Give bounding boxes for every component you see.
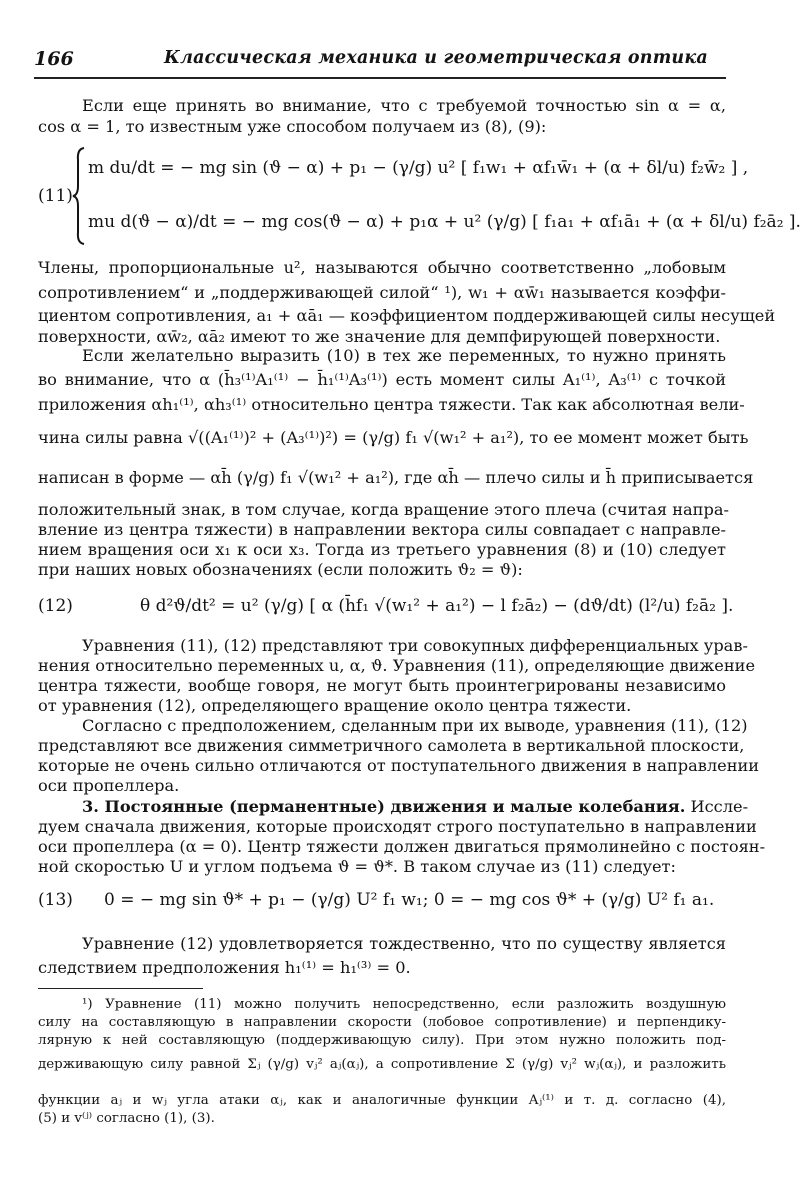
text-line: чина силы равна √((A₁⁽¹⁾)² + (A₃⁽¹⁾)²) = (γ/g) f₁ √(w₁² + a₁²), то ее момент может быть xyxy=(38,428,749,447)
equation-12: θ d²ϑ/dt² = u² (γ/g) [ α (h̄f₁ √(w₁² + a₁²) − l f₂ā₂) − (dϑ/dt) (l²/u) f₂ā₂ ]. xyxy=(140,596,734,616)
text-line: Если еще принять во внимание, что с требуемой точностью sin α = α, xyxy=(82,96,726,115)
footnote-line: функции aⱼ и wⱼ угла атаки αⱼ, как и аналогичные функции Aⱼ⁽¹⁾ и т. д. согласно (4), xyxy=(38,1093,726,1108)
equation-11-line-1: m du/dt = − mg sin (ϑ − α) + p₁ − (γ/g) u² [ f₁w₁ + αf₁w̄₁ + (α + δl/u) f₂w̄₂ ] , xyxy=(88,158,749,178)
header-rule xyxy=(34,77,726,79)
text-line: нения относительно переменных u, α, ϑ. Уравнения (11), определяющие движение xyxy=(38,656,756,675)
text-line: представляют все движения симметричного самолета в вертикальной плоскости, xyxy=(38,736,745,755)
equation-number-11: (11) xyxy=(38,186,73,206)
footnote-line: ¹) Уравнение (11) можно получить непосредственно, если разложить воздушную xyxy=(82,997,726,1012)
text-line: циентом сопротивления, a₁ + αā₁ — коэффициентом поддерживающей силы несущей xyxy=(38,306,776,325)
text-line: поверхности, αw̄₂, αā₂ имеют то же значение для демпфирующей поверхности. xyxy=(38,327,721,346)
text-line: приложения αh₁⁽¹⁾, αh₃⁽¹⁾ относительно центра тяжести. Так как абсолютная вели- xyxy=(38,395,745,414)
text-line: оси пропеллера. xyxy=(38,776,180,795)
footnote-line: силу на составляющую в направлении скорости (лобовое сопротивление) и перпендику- xyxy=(38,1015,726,1030)
footnote-line: держивающую силу равной Σⱼ (γ/g) vⱼ² aⱼ(αⱼ), а сопротивление Σ (γ/g) vⱼ² wⱼ(αⱼ), и разложить xyxy=(38,1057,726,1072)
page-header xyxy=(34,44,742,74)
text-line: Если желательно выразить (10) в тех же переменных, то нужно принять xyxy=(82,346,726,365)
section-heading: 3. Постоянные (перманентные) движения и малые колебания. xyxy=(82,797,686,816)
text-line: написан в форме — αh̄ (γ/g) f₁ √(w₁² + a₁²), где αh̄ — плечо силы и h̄ приписывается xyxy=(38,468,754,487)
text-line: Согласно с предположением, сделанным при их выводе, уравнения (11), (12) xyxy=(82,716,748,735)
left-brace-icon xyxy=(72,146,86,246)
section-first-line xyxy=(38,797,749,817)
text-run: Иссле- xyxy=(685,797,749,816)
text-line: центра тяжести, вообще говоря, не могут быть проинтегрированы независимо xyxy=(38,676,726,695)
text-line: cos α = 1, то известным уже способом получаем из (8), (9): xyxy=(38,117,547,136)
text-line: во внимание, что α (h̄₃⁽¹⁾A₁⁽¹⁾ − h̄₁⁽¹⁾A₃⁽¹⁾) есть момент силы A₁⁽¹⁾, A₃⁽¹⁾ с точкой xyxy=(38,370,726,389)
footnote-rule xyxy=(38,988,203,989)
page-number: 166 xyxy=(34,48,74,70)
running-title: Классическая механика и геометрическая оптика xyxy=(164,48,708,68)
text-line: Члены, пропорциональные u², называются обычно соответственно „лобовым xyxy=(38,258,726,277)
text-line: Уравнение (12) удовлетворяется тождественно, что по существу является xyxy=(82,934,726,953)
equation-13: 0 = − mg sin ϑ* + p₁ − (γ/g) U² f₁ w₁; 0 = − mg cos ϑ* + (γ/g) U² f₁ a₁. xyxy=(104,890,715,910)
text-line: сопротивлением“ и „поддерживающей силой“ ¹), w₁ + αw̄₁ называется коэффи- xyxy=(38,283,726,302)
equation-11-line-2: mu d(ϑ − α)/dt = − mg cos(ϑ − α) + p₁α + u² (γ/g) [ f₁a₁ + αf₁ā₁ + (α + δl/u) f₂ā₂ ]. xyxy=(88,212,801,232)
text-line: оси пропеллера (α = 0). Центр тяжести должен двигаться прямолинейно с постоян- xyxy=(38,837,766,856)
footnote-line: (5) и v⁽ʲ⁾ согласно (1), (3). xyxy=(38,1111,215,1126)
text-line: вление из центра тяжести) в направлении вектора силы совпадает с направле- xyxy=(38,520,726,539)
equation-number-13: (13) xyxy=(38,890,73,910)
text-line: которые не очень сильно отличаются от поступательного движения в направлении xyxy=(38,756,760,775)
equation-number-12: (12) xyxy=(38,596,73,616)
text-line: при наших новых обозначениях (если положить ϑ₂ = ϑ): xyxy=(38,560,523,579)
text-line: положительный знак, в том случае, когда вращение этого плеча (считая напра- xyxy=(38,500,729,519)
text-line: следствием предположения h₁⁽¹⁾ = h₁⁽³⁾ = 0. xyxy=(38,958,411,977)
text-line: нием вращения оси x₁ к оси x₃. Тогда из третьего уравнения (8) и (10) следует xyxy=(38,540,726,559)
text-line: от уравнения (12), определяющего вращение около центра тяжести. xyxy=(38,696,632,715)
footnote-line: лярную к ней составляющую (поддерживающую силу). При этом нужно положить под- xyxy=(38,1033,726,1048)
text-line: дуем сначала движения, которые происходят строго поступательно в направлении xyxy=(38,817,757,836)
text-line: Уравнения (11), (12) представляют три совокупных дифференциальных урав- xyxy=(82,636,748,655)
text-line: ной скоростью U и углом подъема ϑ = ϑ*. В таком случае из (11) следует: xyxy=(38,857,676,876)
